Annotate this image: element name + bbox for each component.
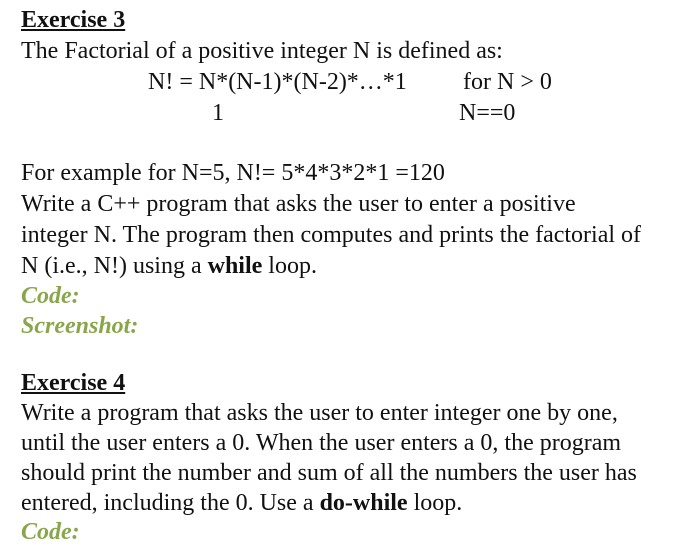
exercise-4-code-label: Code: [21,519,80,545]
do-while-keyword: do-while [319,490,408,516]
exercise-3-screenshot-label: Screenshot: [21,313,139,339]
formula-row1-expression: N! = N*(N-1)*(N-2)*…*1 [148,69,407,95]
task-text-end: loop. [407,490,463,516]
task-text-end: loop. [262,253,317,279]
while-keyword: while [207,253,263,279]
exercise-4-title: Exercise 4 [21,370,126,396]
task-text: N (i.e., N!) using a [21,253,208,279]
exercise-4-task-line-3: should print the number and sum of all the numbers the user has [21,460,637,486]
exercise-4-task-line-1: Write a program that asks the user to enter integer one by one, [21,400,618,426]
exercise-3-intro: The Factorial of a positive integer N is defined as: [21,38,503,64]
exercise-3-task-line-3 [21,251,317,281]
formula-row2-condition: N==0 [459,100,516,126]
exercise-4-task-line-2: until the user enters a 0. When the user enters a 0, the program [21,430,622,456]
exercise-4-task-line-4 [21,488,462,518]
formula-row2-expression: 1 [212,100,224,126]
task-text: entered, including the 0. Use a [21,490,320,516]
exercise-3-task-line-2: integer N. The program then computes and prints the factorial of [21,222,642,248]
formula-row1-condition: for N > 0 [463,69,552,95]
exercise-3-example: For example for N=5, N!= 5*4*3*2*1 =120 [21,160,445,186]
exercise-3-title: Exercise 3 [21,7,126,33]
exercise-3-task-line-1: Write a C++ program that asks the user to enter a positive [21,191,576,217]
exercise-3-code-label: Code: [21,283,80,309]
